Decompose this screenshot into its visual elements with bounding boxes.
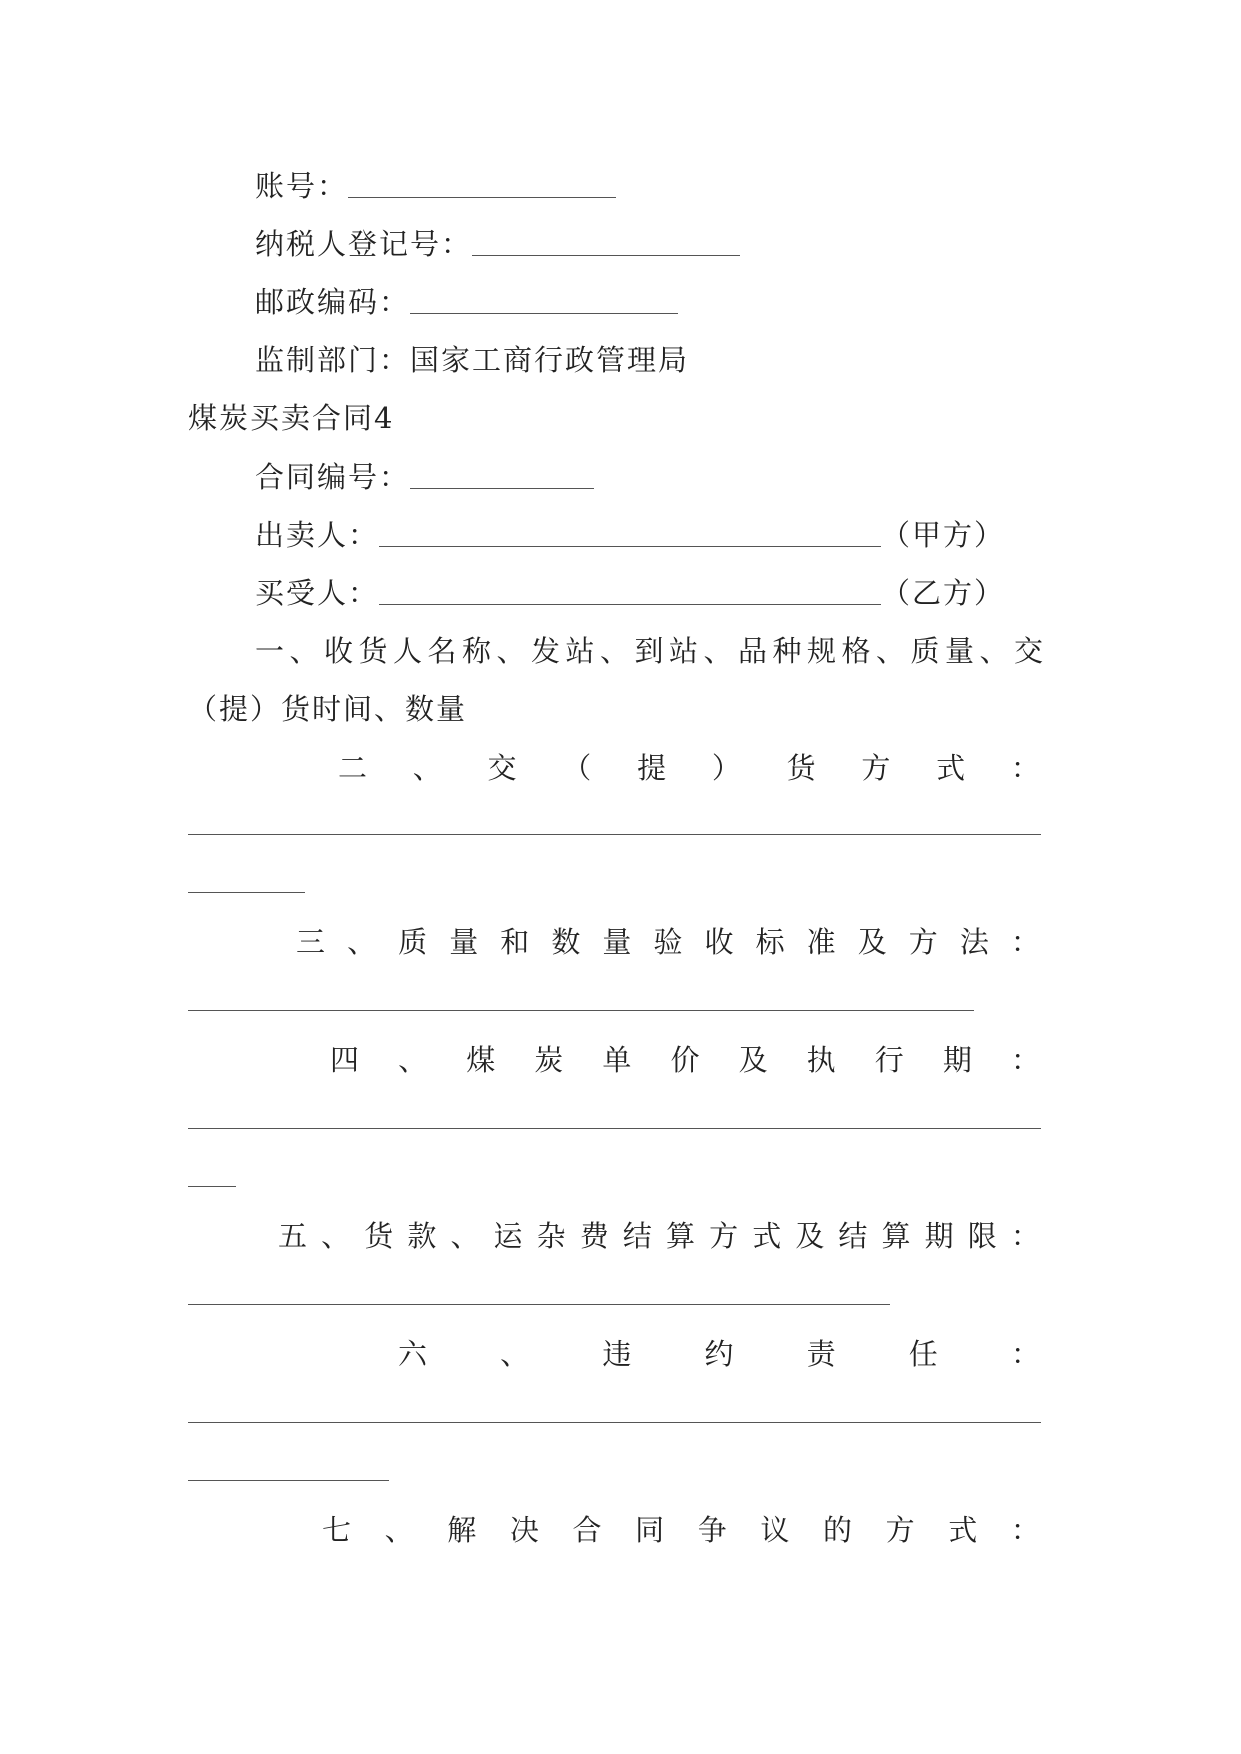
clause-3-char: 准 [806,925,836,959]
seller-role: （甲方） [881,518,1006,552]
clause-6-char: 任 [908,1337,938,1371]
clause-3-char: 收 [704,925,734,959]
buyer-label: 买受人： [255,576,380,610]
clause-3-char: 及 [857,925,887,959]
clause-5-char: 运 [493,1219,523,1253]
clause-3-char: 验 [653,925,683,959]
postal-code-blank [410,287,678,314]
clause-4-char: 及 [738,1043,768,1077]
clause-5-char: 结 [838,1219,868,1253]
clause-3-char: 和 [500,925,530,959]
clause-5-char: 式 [752,1219,782,1253]
clause-4-char: 期 [942,1043,972,1077]
clause-2-char: 二 [338,751,368,785]
clause-5-char: 、 [321,1219,351,1253]
clause-4-char: 、 [398,1043,428,1077]
clause-5-char: 及 [795,1219,825,1253]
clause-3-char: 三 [296,925,326,959]
clause-2-char: ） [711,751,741,785]
clause-2-blank-line-2 [188,892,305,893]
clause-5-char: 限 [967,1219,997,1253]
account-blank [348,171,616,198]
contract-number-label: 合同编号： [255,460,411,494]
clause-5-char: 杂 [536,1219,566,1253]
clause-6-heading [398,1334,1040,1374]
clause-7-char: 七 [322,1513,352,1547]
clause-4-char: 单 [602,1043,632,1077]
clause-3-char: 质 [398,925,428,959]
clause-5-char: 算 [881,1219,911,1253]
clause-1-line-2: （提）货时间、数量 [188,692,468,726]
clause-5-char: 算 [665,1219,695,1253]
clause-2-char: 式 [936,751,966,785]
contract-title: 煤炭买卖合同4 [188,401,395,435]
clause-5-char: 五 [278,1219,308,1253]
account-label: 账号： [255,169,349,203]
buyer-role: （乙方） [881,576,1006,610]
clause-4-char: ： [1010,1043,1040,1077]
clause-2-heading [338,748,1040,788]
clause-3-char: 量 [602,925,632,959]
clause-5-char: ： [1010,1219,1040,1253]
clause-7-char: 解 [447,1513,477,1547]
clause-4-heading [330,1040,1040,1080]
clause-6-char: 六 [398,1337,428,1371]
clause-4-char: 四 [330,1043,360,1077]
clause-4-blank-line-2 [188,1186,236,1187]
clause-5-char: 结 [622,1219,652,1253]
clause-6-char: 约 [704,1337,734,1371]
clause-6-char: 、 [500,1337,530,1371]
clause-6-char: ： [1010,1337,1040,1371]
clause-7-char: 的 [823,1513,853,1547]
contract-number-field [255,457,594,497]
seller-label: 出卖人： [255,518,380,552]
clause-7-char: 争 [697,1513,727,1547]
clause-5-char: 货 [364,1219,394,1253]
clause-6-blank-line-2 [188,1480,389,1481]
postal-code-field [255,282,678,322]
taxpayer-id-blank [472,229,740,256]
buyer-field [255,573,1005,613]
clause-7-char: 议 [760,1513,790,1547]
postal-code-label: 邮政编码： [255,285,411,319]
clause-3-char: 法 [959,925,989,959]
clause-5-char: 、 [450,1219,480,1253]
contract-number-blank [410,462,594,489]
clause-3-char: 标 [755,925,785,959]
clause-3-heading [296,922,1040,962]
clause-2-char: 提 [637,751,667,785]
clause-4-char: 炭 [534,1043,564,1077]
clause-2-blank-line-1 [188,834,1041,835]
clause-7-char: 同 [635,1513,665,1547]
seller-blank [379,520,881,547]
clause-7-char: 、 [384,1513,414,1547]
clause-4-char: 执 [806,1043,836,1077]
clause-6-char: 违 [602,1337,632,1371]
clause-6-char: 责 [806,1337,836,1371]
buyer-blank [379,578,881,605]
clause-2-char: 、 [412,751,442,785]
clause-7-char: 式 [948,1513,978,1547]
clause-5-blank-line [188,1304,890,1305]
account-field [255,166,616,206]
clause-5-heading [278,1216,1040,1256]
clause-3-blank-line [188,1010,974,1011]
clause-2-char: 方 [861,751,891,785]
clause-1-line-1: 一、收货人名称、发站、到站、品种规格、质量、交 [255,634,1049,668]
clause-7-heading [322,1510,1040,1550]
clause-4-blank-line-1 [188,1128,1041,1129]
clause-5-char: 款 [407,1219,437,1253]
clause-7-char: 合 [572,1513,602,1547]
clause-2-char: （ [562,751,592,785]
clause-5-char: 期 [924,1219,954,1253]
clause-3-char: ： [1010,925,1040,959]
clause-3-char: 量 [449,925,479,959]
clause-3-char: 、 [347,925,377,959]
clause-4-char: 行 [874,1043,904,1077]
clause-3-char: 数 [551,925,581,959]
clause-4-char: 煤 [466,1043,496,1077]
clause-2-char: 货 [786,751,816,785]
clause-7-char: 决 [509,1513,539,1547]
seller-field [255,515,1005,555]
clause-6-blank-line-1 [188,1422,1041,1423]
clause-4-char: 价 [670,1043,700,1077]
clause-2-char: 交 [487,751,517,785]
clause-7-char: ： [1010,1513,1040,1547]
clause-2-char: ： [1010,751,1040,785]
taxpayer-id-label: 纳税人登记号： [255,227,473,261]
clause-3-char: 方 [908,925,938,959]
clause-5-char: 方 [709,1219,739,1253]
clause-5-char: 费 [579,1219,609,1253]
taxpayer-id-field [255,224,740,264]
clause-7-char: 方 [885,1513,915,1547]
supervisor-line: 监制部门：国家工商行政管理局 [255,343,690,377]
